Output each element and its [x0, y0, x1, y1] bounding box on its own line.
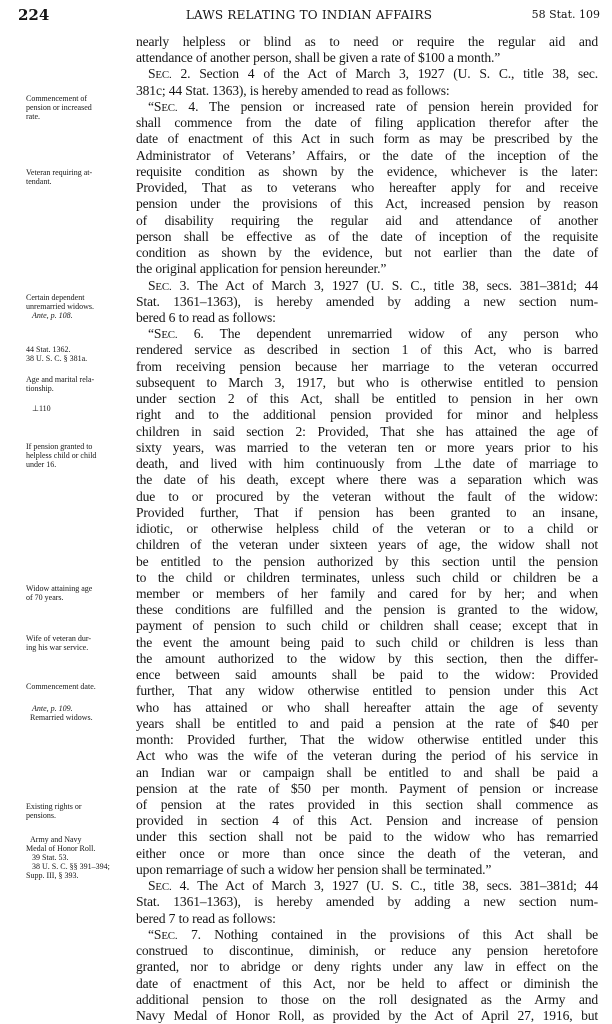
- text-line: the event the amount being paid to such child or children is less than: [136, 634, 598, 650]
- text-line: the amount authorized to the widow by this section, then the differ-: [136, 650, 598, 666]
- text-line: due to or procured by the veteran without the fault of the widow:: [136, 488, 598, 504]
- text-line: pension under the provisions of this Act, increased pension by reason: [136, 196, 598, 212]
- text-line: “SEC. 6. The dependent unremarried widow of any person who: [148, 326, 598, 342]
- text-line: under section 2 of this Act, shall be entitled to pension in her own: [136, 391, 598, 407]
- text-line: death, and lived with him continuously from ⊥the date of marriage to: [136, 456, 598, 472]
- text-line: be entitled to the pension authorized by this section until the pension: [136, 553, 598, 569]
- text-line: to the child or children terminates, unless such child or children be a: [136, 569, 598, 585]
- text-line: “SEC. 4. The pension or increased rate of pension herein provided for: [148, 98, 598, 114]
- margin-note: 44 Stat. 1362. 38 U. S. C. § 381a.: [26, 345, 88, 363]
- text-line: bered 7 to read as follows:: [136, 910, 276, 926]
- text-line: SEC. 2. Section 4 of the Act of March 3, 1927 (U. S. C., title 38, sec.: [148, 66, 598, 82]
- text-line: additional pension to those on the roll designated as the Army and: [136, 991, 598, 1007]
- statute-reference: 58 Stat. 109: [531, 8, 600, 21]
- margin-note: Certain dependent unremarried widows. Ante, p. 108.: [26, 293, 94, 320]
- text-line: Act who was the wife of the veteran during the period of his service in: [136, 748, 598, 764]
- text-line: from receiving pension because her marriage to the veteran occurred: [136, 358, 598, 374]
- text-line: construed to discontinue, diminish, or reduce any pension heretofore: [136, 943, 598, 959]
- text-line: payment of pension to such child or children shall cease; except that in: [136, 618, 598, 634]
- page-header: [18, 6, 600, 26]
- text-line: provided in section 4 of this Act. Pension and increase of pension: [136, 813, 598, 829]
- text-line: SEC. 4. The Act of March 3, 1927 (U. S. C., title 38, secs. 381–381d; 44: [148, 878, 598, 894]
- text-line: Administrator of Veterans’ Affairs, or the date of the inception of the: [136, 147, 598, 163]
- margin-note: Commencement of pension or increased rate.: [26, 94, 92, 121]
- text-line: these conditions are fulfilled and the pension is granted to the widow,: [136, 602, 598, 618]
- running-title: LAWS RELATING TO INDIAN AFFAIRS: [185, 8, 433, 22]
- margin-note: Veteran requiring at- tendant.: [26, 168, 93, 186]
- text-line: of disability requiring the regular aid and attendance of another: [136, 212, 598, 228]
- text-line: date of enactment of this Act, nor be held to affect or diminish the: [136, 975, 598, 991]
- text-line: “SEC. 7. Nothing contained in the provisions of this Act shall be: [148, 926, 598, 942]
- text-line: the original application for pension hereunder.”: [136, 261, 387, 277]
- text-line: under this section shall not be paid to the widow who has remarried: [136, 829, 598, 845]
- text-line: rendered service as described in section 1 of this Act, who is barred: [136, 342, 598, 358]
- text-line: pension at the rate of $50 per month. Payment of pension or increase: [136, 780, 598, 796]
- text-line: member or members of her family and cared for by her; and when: [136, 585, 598, 601]
- page-number: 224: [18, 6, 50, 24]
- text-line: month: Provided further, That the widow otherwise entitled under this: [136, 732, 598, 748]
- text-line: nearly helpless or blind as to need or require the regular aid and: [136, 34, 598, 49]
- text-line: right and to the additional pension provided for minor and helpless: [136, 407, 598, 423]
- text-line: Stat. 1361–1363), is hereby amended by adding a new section num-: [136, 894, 598, 910]
- text-line: condition as shown by the evidence, but not earlier than the date of: [136, 245, 598, 261]
- margin-note: If pension granted to helpless child or child under 16.: [26, 442, 97, 469]
- text-line: shall commence from the date of filing application therefor after the: [136, 115, 598, 131]
- text-line: of pension at the rates provided in this section shall commence as: [136, 797, 598, 813]
- margin-note: Army and Navy Medal of Honor Roll. 39 Stat. 53. 38 U. S. C. §§ 391–394; Supp. III, § 393.: [26, 835, 110, 880]
- text-line: who has attained or who shall hereafter attain the age of seventy: [136, 699, 598, 715]
- text-line: children in said section 2: Provided, That she has attained the age of: [136, 423, 598, 439]
- text-line: attendance of another person, shall be given a rate of $100 a month.”: [136, 50, 501, 66]
- text-line: years shall be entitled to and paid a pension at the rate of $40 per: [136, 715, 598, 731]
- text-line: children of the veteran under sixteen years of age, the widow shall not: [136, 537, 598, 553]
- text-line: bered 6 to read as follows:: [136, 309, 276, 325]
- text-line: ence between said amounts shall be paid to the widow: Provided: [136, 667, 598, 683]
- text-line: idiotic, or otherwise helpless child of the veteran or to a child or: [136, 521, 598, 537]
- text-line: Provided further, That if pension has been granted to an insane,: [136, 504, 598, 520]
- page-break-marker: ⊥110: [32, 404, 51, 413]
- text-line: date of enactment of this Act in such form as may be prescribed by the: [136, 131, 598, 147]
- text-line: granted, nor to abridge or deny rights under any law in effect on the: [136, 959, 598, 975]
- text-line: sixty years, was married to the veteran ten or more years prior to his: [136, 439, 598, 455]
- margin-note: Widow attaining age of 70 years.: [26, 584, 93, 602]
- body-text: [136, 34, 598, 1024]
- margin-note: Commencement date.: [26, 682, 96, 691]
- text-line: Navy Medal of Honor Roll, as provided by the Act of April 27, 1916, but: [136, 1008, 598, 1024]
- text-line: SEC. 3. The Act of March 3, 1927 (U. S. C., title 38, secs. 381–381d; 44: [148, 277, 598, 293]
- text-line: the date of his death, except where there was a separation which was: [136, 472, 598, 488]
- margin-note: Existing rights or pensions.: [26, 802, 82, 820]
- margin-note: Ante, p. 109. Remarried widows.: [30, 704, 93, 722]
- text-line: either once or more than once since the death of the veteran, and: [136, 845, 598, 861]
- text-line: person shall be effective as of the date of inception of the requisite: [136, 228, 598, 244]
- text-line: an Indian war or campaign shall be entitled to and shall be paid a: [136, 764, 598, 780]
- text-line: upon remarriage of such a widow her pension shall be terminated.”: [136, 861, 492, 877]
- margin-note: Age and marital rela- tionship.: [26, 375, 95, 393]
- text-line: requisite condition as shown by the evidence, whichever is the later:: [136, 163, 598, 179]
- margin-note: Wife of veteran dur- ing his war service.: [26, 634, 92, 652]
- text-line: Provided, That as to veterans who hereafter apply for and receive: [136, 180, 598, 196]
- text-line: 381c; 44 Stat. 1363), is hereby amended to read as follows:: [136, 82, 450, 98]
- text-line: subsequent to March 3, 1917, but who is otherwise entitled to pension: [136, 374, 598, 390]
- text-line: further, That any widow otherwise entitled to pension under this Act: [136, 683, 598, 699]
- text-line: Stat. 1361–1363), is hereby amended by adding a new section num-: [136, 293, 598, 309]
